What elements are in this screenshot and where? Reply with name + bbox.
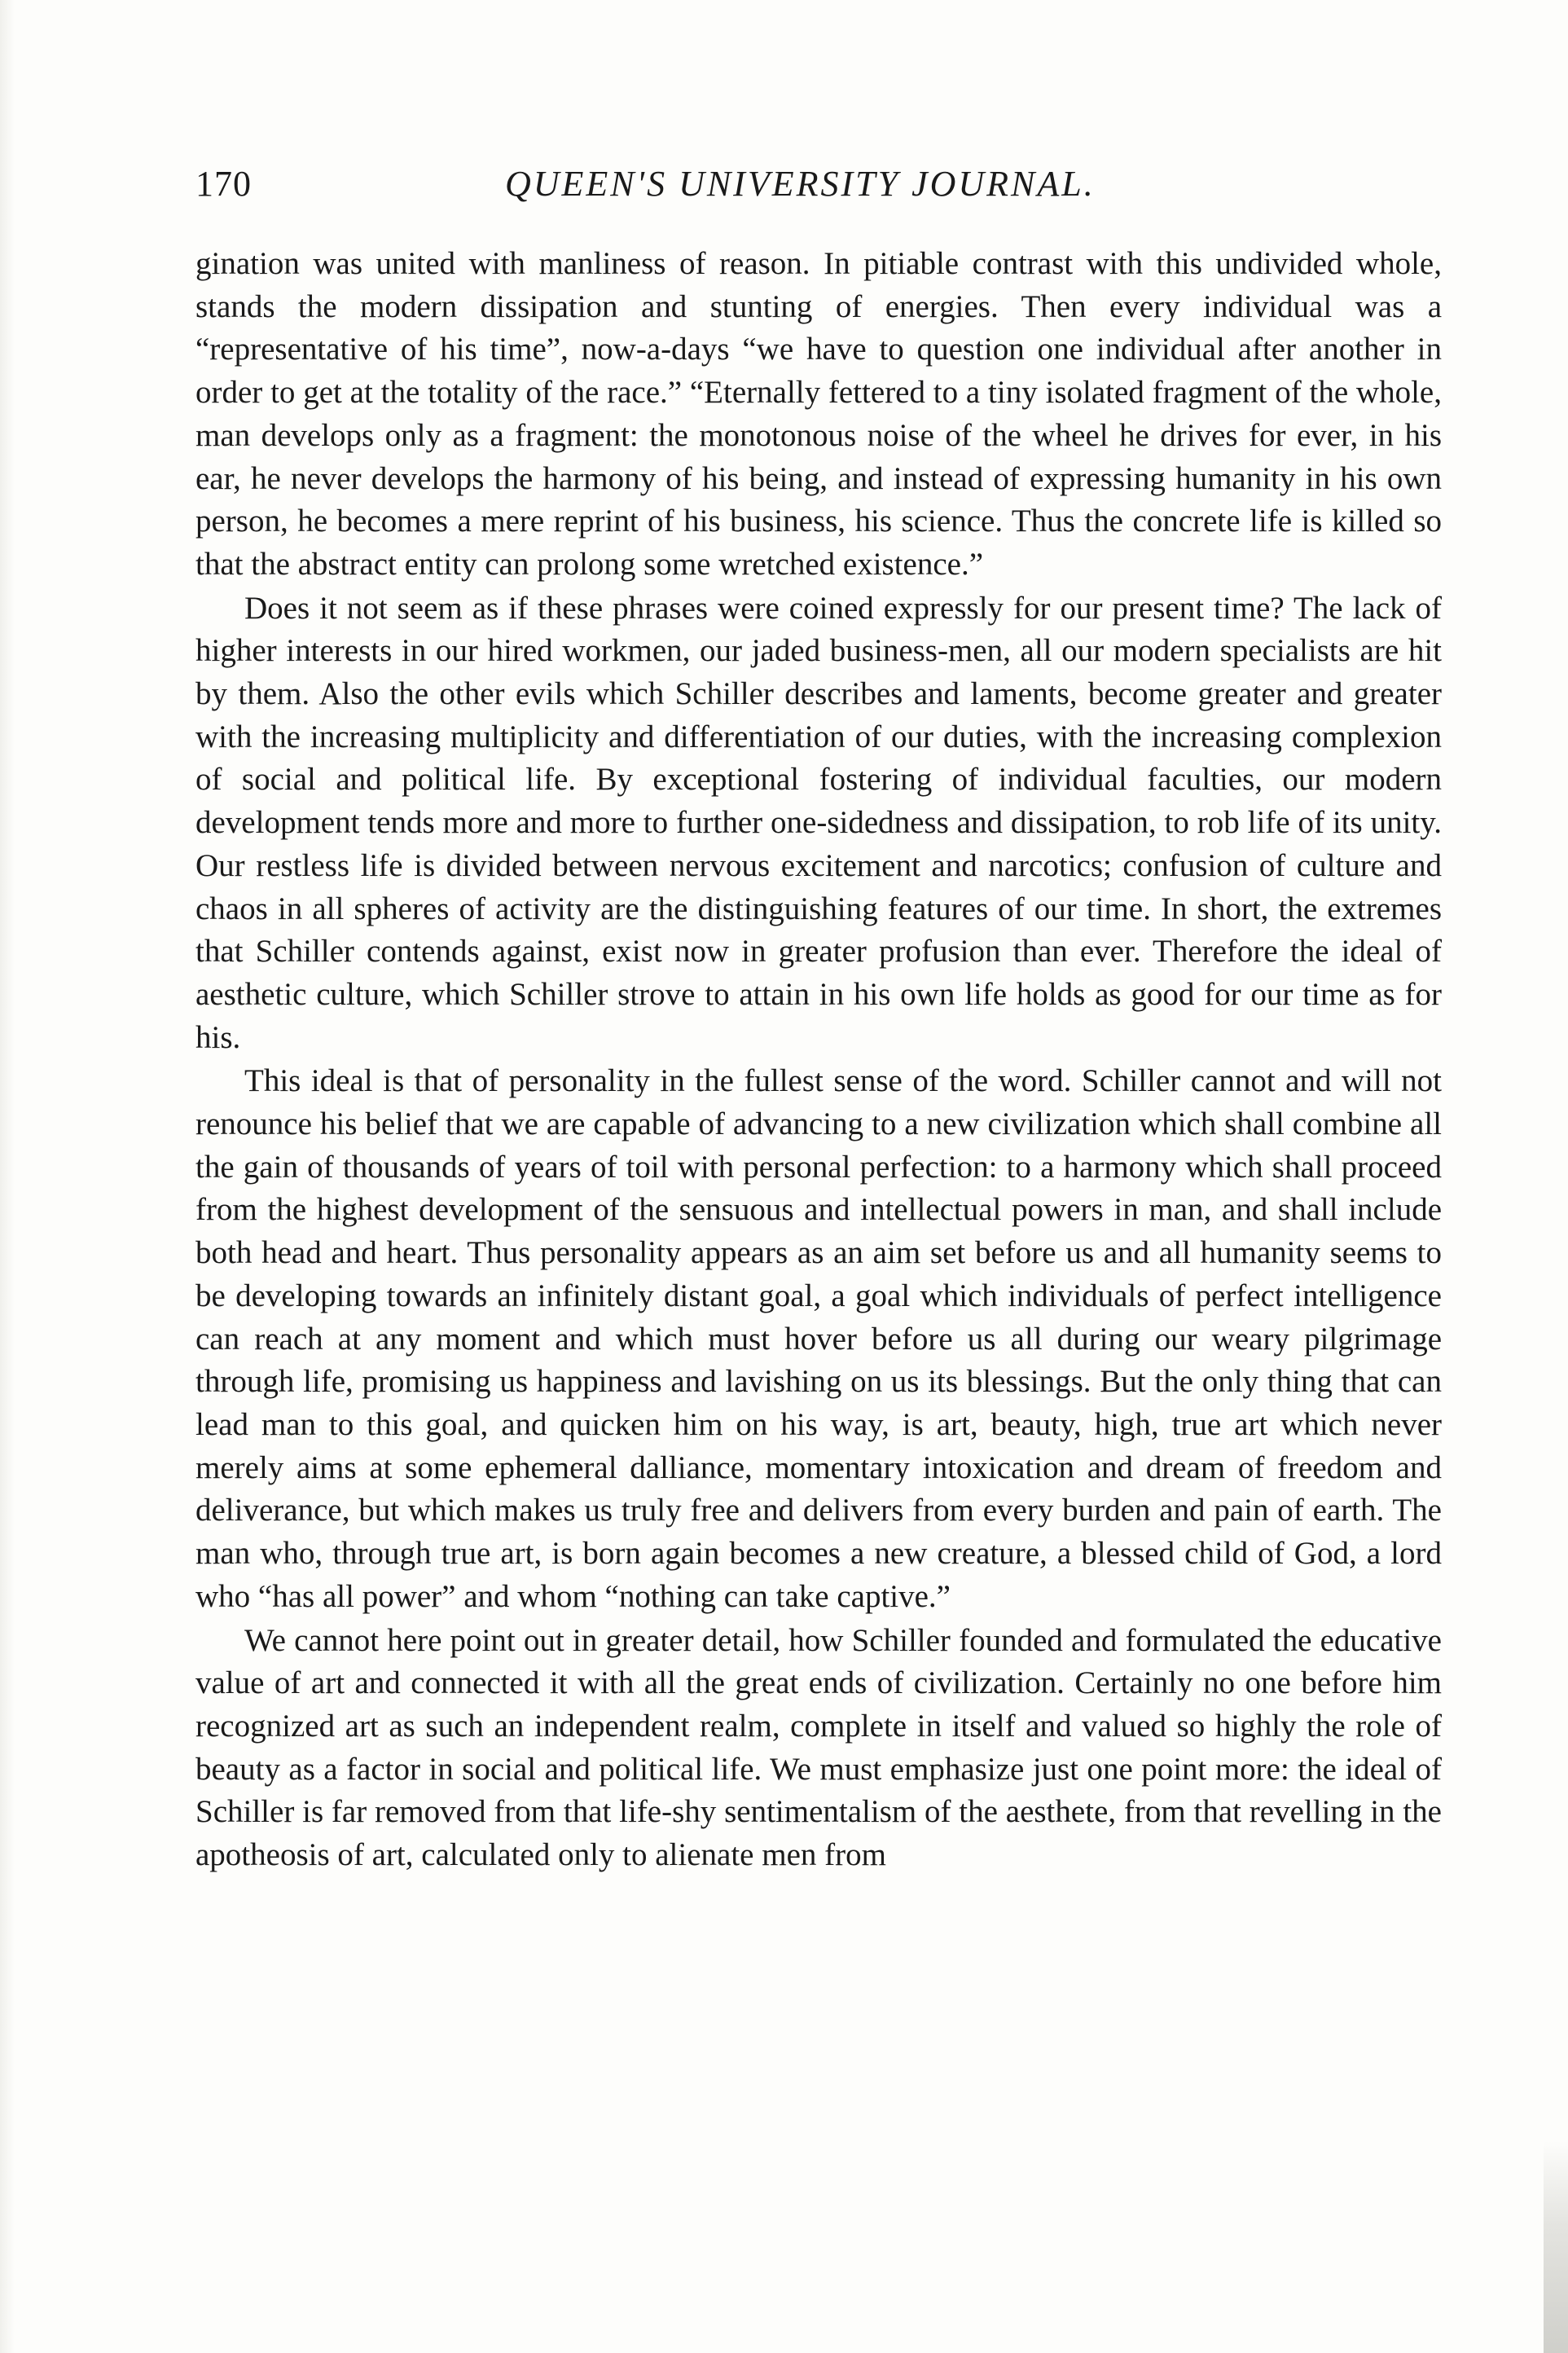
article-body	[195, 243, 1442, 1877]
paragraph: Does it not seem as if these phrases were coined expressly for our present time? The lack of higher interests in our hired workmen, our jaded business-men, all our modern specialists are hit by them. Also the other evils which Schiller describes and laments, become greater and greater with the increasing multiplicity and differentiation of our duties, with the increasing complexion of social and political life. By exceptional fostering of individual faculties, our modern development tends more and more to further one-sidedness and dissipation, to rob life of its unity. Our restless life is divided between nervous excitement and narcotics; confusion of culture and chaos in all spheres of activity are the distinguishing features of our time. In short, the extremes that Schiller contends against, exist now in greater profusion than ever. Therefore the ideal of aesthetic culture, which Schiller strove to attain in his own life holds as good for our time as for his.	[195, 590, 1442, 1055]
paragraph: This ideal is that of personality in the fullest sense of the word. Schiller cannot and will not renounce his belief that we are capable of advancing to a new civilization which shall combine all the gain of thousands of years of toil with personal perfection: to a harmony which shall proceed from the highest development of the sensuous and intellectual powers in man, and shall include both head and heart. Thus personality appears as an aim set before us and all humanity seems to be developing towards an infinitely distant goal, a goal which individuals of perfect intelligence can reach at any moment and which must hover before us all during our weary pilgrimage through life, promising us happiness and lavishing on us its blessings. But the only thing that can lead man to this goal, and quicken him on his way, is art, beauty, high, true art which never merely aims at some ephemeral dalliance, momentary intoxication and dream of freedom and deliverance, but which makes us truly free and delivers from every burden and pain of earth. The man who, through true art, is born again becomes a new creature, a blessed child of God, a lord who “has all power” and whom “nothing can take captive.”	[195, 1063, 1442, 1614]
page-header	[195, 163, 1434, 212]
paragraph-continued: gination was united with manliness of reason. In pitiable contrast with this undivided whole, stands the modern dissipation and stunting of energies. Then every individual was a “representative of his time”, now-a-days “we have to question one individual after another in order to get at the totality of the race.” “Eternally fettered to a tiny isolated fragment of the whole, man develops only as a fragment: the monotonous noise of the wheel he drives for ever, in his ear, he never develops the harmony of his being, and instead of expressing humanity in his own person, he becomes a mere reprint of his business, his science. Thus the concrete life is killed so that the abstract entity can prolong some wretched existence.”	[195, 246, 1442, 582]
paragraph: We cannot here point out in greater detail, how Schiller founded and formulated the educative value of art and connected it with all the great ends of civilization. Certainly no one before him recognized art as such an independent realm, complete in itself and valued so highly the role of beauty as a factor in social and political life. We must emphasize just one point more: the ideal of Schiller is far removed from that life-shy sentimentalism of the aesthete, from that revelling in the apotheosis of art, calculated only to alienate men from	[195, 1622, 1442, 1873]
page-number: 170	[195, 164, 252, 204]
page-left-edge	[0, 0, 15, 2353]
page-edge-shadow	[1544, 2141, 1568, 2353]
running-title: QUEEN'S UNIVERSITY JOURNAL.	[505, 164, 1096, 204]
